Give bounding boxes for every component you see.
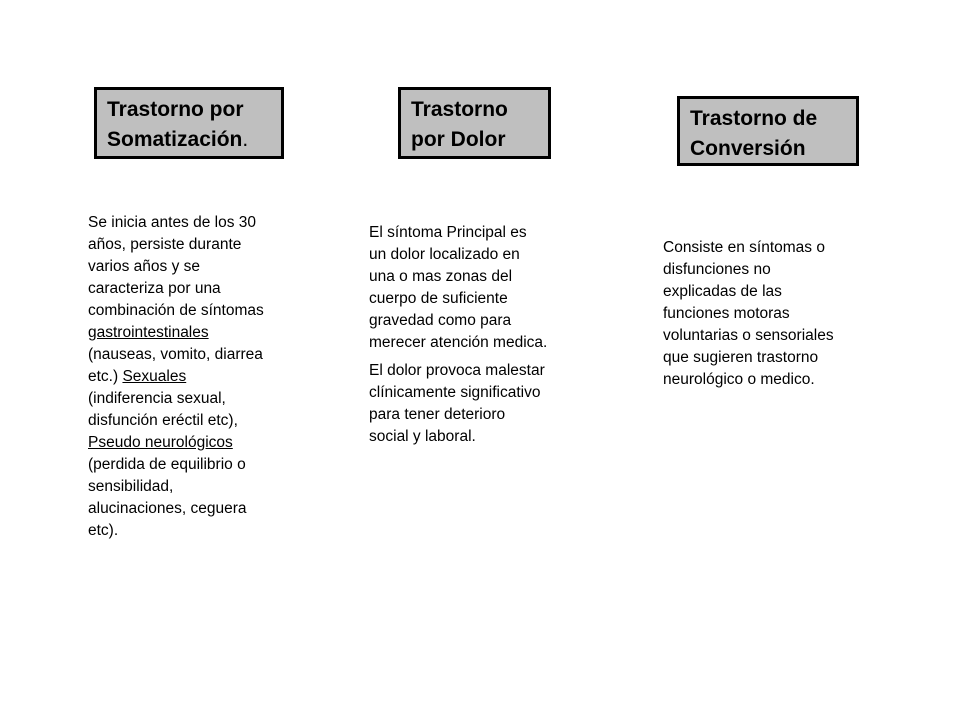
text-line: neurológico o medico. (663, 371, 815, 388)
box-title-line2: Conversión (690, 137, 806, 160)
text-line: (nauseas, vomito, diarrea (88, 346, 263, 363)
box-trastorno-conversion (677, 96, 859, 166)
text-line: varios años y se (88, 258, 200, 275)
text-line (88, 366, 318, 388)
text-line: gravedad como para (369, 312, 512, 329)
dolor-description (369, 222, 599, 448)
text-line: clínicamente significativo (369, 384, 541, 401)
somatizacion-description (88, 212, 318, 542)
box-title-line2: Somatización. (107, 128, 249, 151)
text-line: merecer atención medica. (369, 334, 548, 351)
text-line: etc). (88, 522, 119, 539)
text-line: Se inicia antes de los 30 (88, 214, 257, 231)
text-line: Consiste en síntomas o (663, 239, 825, 256)
text-fragment: etc.) (88, 368, 123, 385)
text-line: una o mas zonas del (369, 268, 513, 285)
text-line: (perdida de equilibrio o (88, 456, 246, 473)
paragraph (369, 222, 599, 354)
text-line: El síntoma Principal es (369, 224, 527, 241)
text-line-underlined: Pseudo neurológicos (88, 434, 233, 451)
text-line: sensibilidad, (88, 478, 174, 495)
box-title-line1: Trastorno por (107, 98, 244, 121)
text-line: disfunciones no (663, 261, 771, 278)
box-trastorno-somatizacion (94, 87, 284, 159)
box-title-line1: Trastorno de (690, 107, 818, 130)
text-line: El dolor provoca malestar (369, 362, 545, 379)
text-line: para tener deterioro (369, 406, 506, 423)
text-line: combinación de síntomas (88, 302, 264, 319)
text-line: caracteriza por una (88, 280, 221, 297)
box-title-line2: por Dolor (411, 128, 506, 151)
paragraph (369, 360, 599, 448)
text-line: que sugieren trastorno (663, 349, 819, 366)
text-line: social y laboral. (369, 428, 476, 445)
text-line: explicadas de las (663, 283, 782, 300)
conversion-description (663, 237, 883, 391)
box-trastorno-dolor (398, 87, 551, 159)
text-line: años, persiste durante (88, 236, 242, 253)
text-line: voluntarias o sensoriales (663, 327, 834, 344)
text-line: (indiferencia sexual, (88, 390, 226, 407)
text-line: funciones motoras (663, 305, 790, 322)
text-line: un dolor localizado en (369, 246, 520, 263)
text-line: cuerpo de suficiente (369, 290, 508, 307)
text-line-underlined: gastrointestinales (88, 324, 209, 341)
box-title-line1: Trastorno (411, 98, 508, 121)
text-fragment-underlined: Sexuales (122, 368, 187, 385)
text-line: alucinaciones, ceguera (88, 500, 247, 517)
text-line: disfunción eréctil etc), (88, 412, 238, 429)
